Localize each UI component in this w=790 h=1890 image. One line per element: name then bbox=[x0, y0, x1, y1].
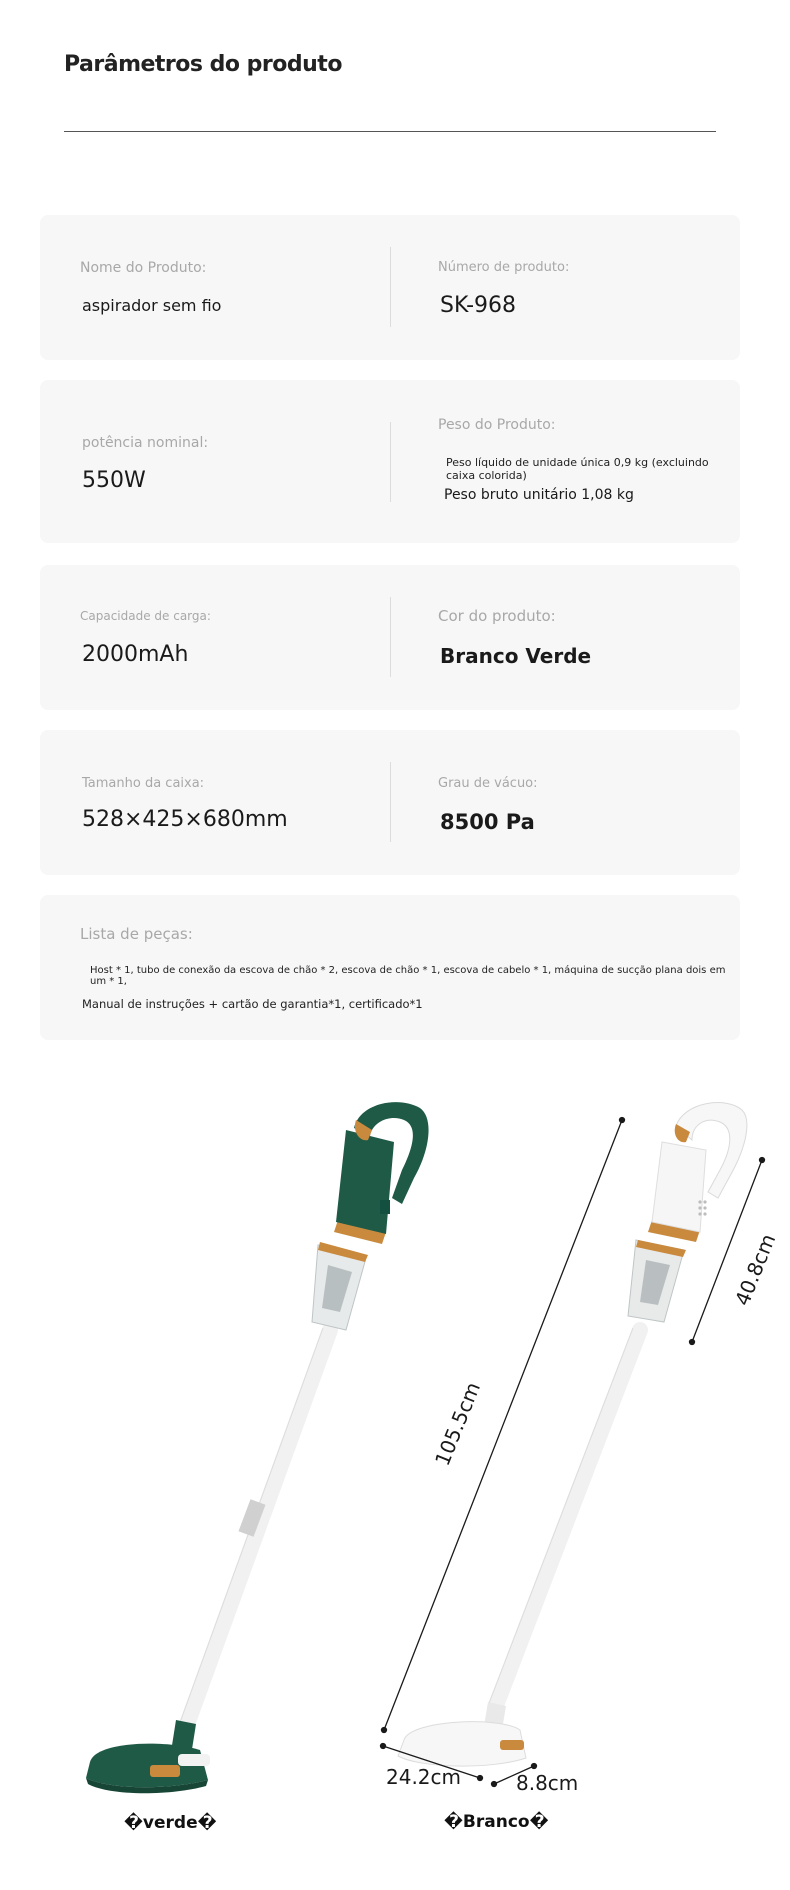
params-card-capacity bbox=[40, 565, 740, 710]
capacity-label: Capacidade de carga: bbox=[80, 609, 211, 623]
handle-dimension-label: 40.8cm bbox=[730, 1230, 781, 1309]
height-dimension-label: 105.5cm bbox=[430, 1378, 486, 1469]
weight-label: Peso do Produto: bbox=[438, 417, 556, 433]
params-card-box bbox=[40, 730, 740, 875]
params-card-power bbox=[40, 380, 740, 543]
product-number-label: Número de produto: bbox=[438, 260, 570, 275]
card-divider bbox=[390, 247, 391, 327]
rated-power-value: 550W bbox=[82, 468, 146, 493]
page-title: Parâmetros do produto bbox=[64, 52, 342, 77]
product-name-value: aspirador sem fio bbox=[82, 296, 222, 315]
net-weight-note: Peso líquido de unidade única 0,9 kg (excluindo caixa colorida) bbox=[446, 456, 709, 482]
card-divider bbox=[390, 762, 391, 842]
card-divider bbox=[390, 597, 391, 677]
parts-list-line-1: Host * 1, tubo de conexão da escova de chão * 2, escova de chão * 1, escova de cabelo * 1, máquina de sucção plana dois em um * 1, bbox=[90, 965, 726, 987]
brush-depth-label: 8.8cm bbox=[516, 1771, 579, 1795]
product-color-value: Branco Verde bbox=[440, 644, 592, 668]
params-card-parts bbox=[40, 895, 740, 1040]
box-size-label: Tamanho da caixa: bbox=[82, 776, 205, 791]
rated-power-label: potência nominal: bbox=[82, 435, 209, 451]
gross-weight-value: Peso bruto unitário 1,08 kg bbox=[444, 487, 634, 503]
vacuum-value: 8500 Pa bbox=[440, 810, 535, 834]
product-number-value: SK-968 bbox=[440, 293, 517, 318]
parts-list-label: Lista de peças: bbox=[80, 925, 193, 943]
parts-list-line-2: Manual de instruções + cartão de garantia*1, certificado*1 bbox=[82, 997, 423, 1011]
box-size-value: 528×425×680mm bbox=[82, 807, 288, 832]
capacity-value: 2000mAh bbox=[82, 642, 189, 667]
params-card-name bbox=[40, 215, 740, 360]
product-name-label: Nome do Produto: bbox=[80, 260, 207, 276]
title-divider bbox=[64, 131, 716, 132]
product-color-label: Cor do produto: bbox=[438, 607, 556, 625]
vacuum-label: Grau de vácuo: bbox=[438, 776, 538, 791]
card-divider bbox=[390, 422, 391, 502]
white-variant-caption: �Branco� bbox=[444, 1812, 549, 1832]
green-vacuum bbox=[86, 1102, 429, 1793]
green-variant-caption: �verde� bbox=[124, 1813, 217, 1833]
brush-width-label: 24.2cm bbox=[386, 1765, 462, 1789]
